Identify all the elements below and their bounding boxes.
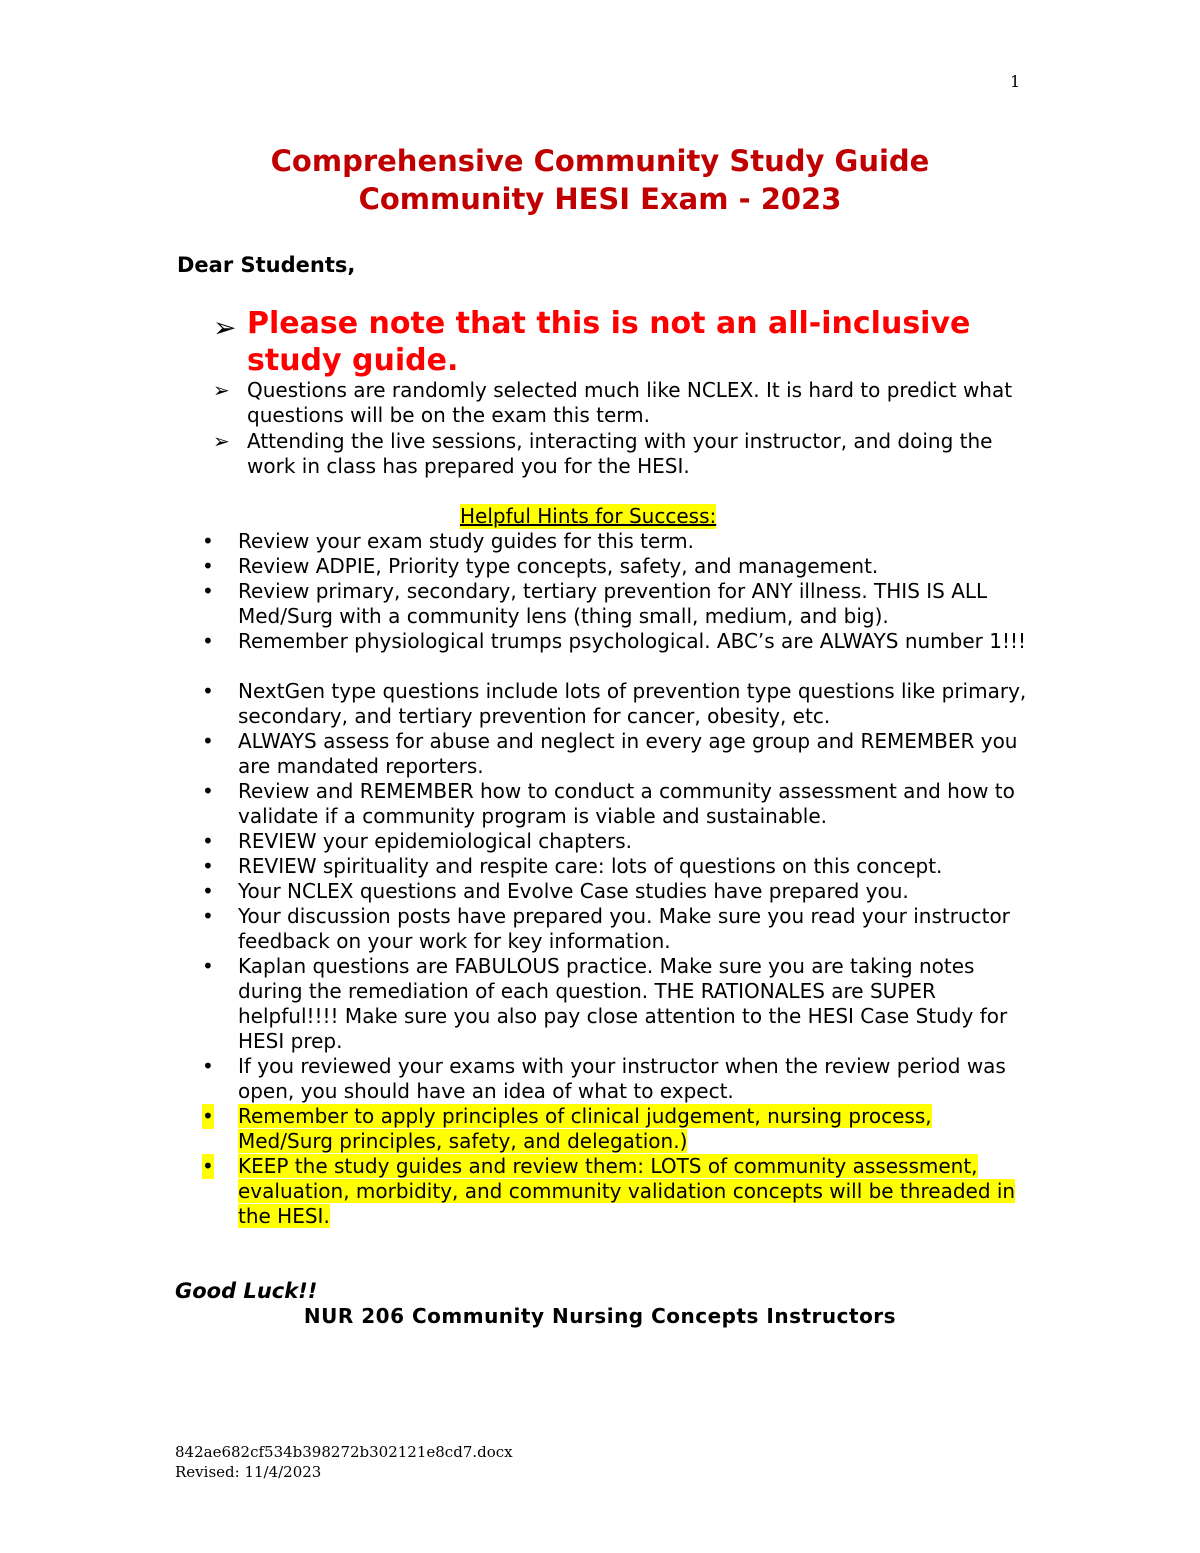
bullet-icon: • xyxy=(202,529,214,553)
bullet-icon: • xyxy=(202,1104,214,1128)
hint-text xyxy=(238,904,1028,954)
bullet-icon: • xyxy=(202,1154,214,1178)
bullet-icon: • xyxy=(202,729,214,753)
hint-text-content: Review primary, secondary, tertiary prevention for ANY illness. THIS IS ALL Med/Surg with a community lens (thing small, medium, and big). xyxy=(238,579,988,628)
hint-text-content: Kaplan questions are FABULOUS practice. Make sure you are taking notes during the remediation of each question. THE RATIONALES are SUPER helpful!!!! Make sure you also pay close attention to the HESI Case Study for HESI prep. xyxy=(238,954,1008,1053)
hint-text-content: ALWAYS assess for abuse and neglect in every age group and REMEMBER you are mandated reporters. xyxy=(238,729,1018,778)
hint-text xyxy=(238,529,1028,554)
document-title-line-1: Comprehensive Community Study Guide xyxy=(270,144,930,178)
bullet-icon: • xyxy=(202,854,214,878)
bullet-icon: • xyxy=(202,679,214,703)
hint-text-content: Remember physiological trumps psychological. ABC’s are ALWAYS number 1!!! xyxy=(238,629,1027,653)
hint-text-content: Your discussion posts have prepared you. Make sure you read your instructor feedback on your work for key information. xyxy=(238,904,1010,953)
hint-text xyxy=(238,579,1028,629)
footer-filename: 842ae682cf534b398272b302121e8cd7.docx xyxy=(175,1443,513,1461)
hint-text-content: Your NCLEX questions and Evolve Case studies have prepared you. xyxy=(238,879,909,903)
bullet-icon: • xyxy=(202,954,214,978)
greeting: Dear Students, xyxy=(177,253,356,277)
hint-text xyxy=(238,779,1028,829)
hint-text-content: KEEP the study guides and review them: LOTS of community assessment, evaluation, morbidity, and community validation concepts will be threaded in the HESI. xyxy=(238,1154,1016,1228)
bullet-icon: • xyxy=(202,879,214,903)
hint-text xyxy=(238,729,1028,779)
hint-text-content: Remember to apply principles of clinical judgement, nursing process, Med/Surg principles, safety, and delegation.) xyxy=(238,1104,932,1153)
hint-text xyxy=(238,629,1028,654)
note-text: Questions are randomly selected much like NCLEX. It is hard to predict what questions will be on the exam this term. xyxy=(247,378,1013,427)
hint-text-content: Review ADPIE, Priority type concepts, safety, and management. xyxy=(238,554,879,578)
arrow-bullet-icon: ➢ xyxy=(213,429,230,453)
hint-text xyxy=(238,854,1028,879)
hint-text xyxy=(238,1154,1028,1229)
note-text: Please note that this is not an all-inclusive study guide. xyxy=(247,306,971,378)
bullet-icon: • xyxy=(202,829,214,853)
hint-text-content: REVIEW spirituality and respite care: lots of questions on this concept. xyxy=(238,854,943,878)
hint-text xyxy=(238,679,1028,729)
hint-text xyxy=(238,1054,1028,1104)
note-text: Attending the live sessions, interacting with your instructor, and doing the work in class has prepared you for the HESI. xyxy=(247,429,993,478)
arrow-bullet-icon: ➢ xyxy=(213,311,237,344)
bullet-icon: • xyxy=(202,779,214,803)
bullet-icon: • xyxy=(202,629,214,653)
signature: NUR 206 Community Nursing Concepts Instructors xyxy=(303,1304,897,1328)
hint-text-content: NextGen type questions include lots of prevention type questions like primary, secondary, and tertiary prevention for cancer, obesity, etc. xyxy=(238,679,1027,728)
bullet-icon: • xyxy=(202,579,214,603)
hint-text xyxy=(238,879,1028,904)
page-number: 1 xyxy=(1010,72,1021,91)
hints-heading: Helpful Hints for Success: xyxy=(460,504,717,528)
hint-text-content: Review and REMEMBER how to conduct a community assessment and how to validate if a community program is viable and sustainable. xyxy=(238,779,1015,828)
hint-text-content: REVIEW your epidemiological chapters. xyxy=(238,829,633,853)
hint-text xyxy=(238,1104,1028,1154)
hint-text-content: If you reviewed your exams with your instructor when the review period was open, you should have an idea of what to expect. xyxy=(238,1054,1006,1103)
bullet-icon: • xyxy=(202,904,214,928)
arrow-bullet-icon: ➢ xyxy=(213,378,230,402)
hint-text-content: Review your exam study guides for this term. xyxy=(238,529,695,553)
hint-text xyxy=(238,554,1028,579)
document-title-line-2: Community HESI Exam - 2023 xyxy=(358,182,842,216)
bullet-icon: • xyxy=(202,554,214,578)
closing: Good Luck!! xyxy=(175,1279,318,1303)
hint-text xyxy=(238,954,1028,1054)
hint-text xyxy=(238,829,1028,854)
bullet-icon: • xyxy=(202,1054,214,1078)
footer-revised: Revised: 11/4/2023 xyxy=(175,1463,322,1481)
